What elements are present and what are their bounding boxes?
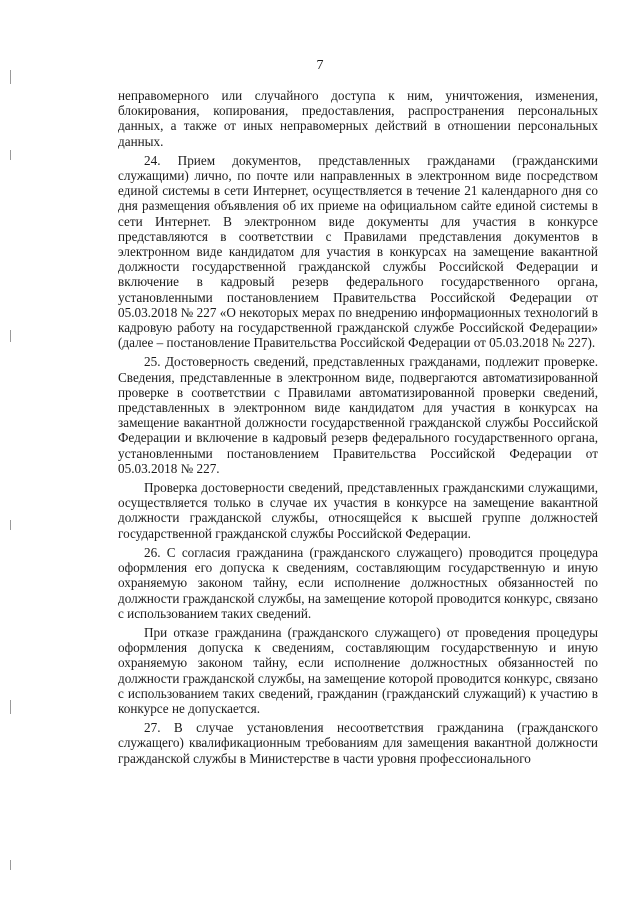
document-body	[118, 88, 598, 770]
page-number: 7	[316, 58, 324, 73]
paragraph-continuation: неправомерного или случайного доступа к ним, уничтожения, изменения, блокирования, копирования, предоставления, распространения персональных данных, а также от иных неправомерных действий в отношении персональных данных.	[118, 88, 598, 149]
paragraph-27: 27. В случае установления несоответствия гражданина (гражданского служащего) квалификационным требованиям для замещения вакантной должности гражданской службы в Министерстве в части уровня профессионального	[118, 720, 598, 766]
paragraph-25-verification: Проверка достоверности сведений, представленных гражданскими служащими, осуществляется только в случае их участия в конкурсе на замещение вакантной должности гражданской службы, относящейся к высшей группе должностей государственной гражданской службы Российской Федерации.	[118, 480, 598, 541]
paragraph-26-refusal: При отказе гражданина (гражданского служащего) от проведения процедуры оформления допуска к сведениям, составляющим государственную и иную охраняемую законом тайну, если исполнение должностных обязанностей по должности гражданской службы, на замещение которой проводится конкурс, связано с использованием таких сведений, гражданин (гражданский служащий) к участию в конкурсе не допускается.	[118, 624, 598, 716]
paragraph-25: 25. Достоверность сведений, представленных гражданами, подлежит проверке. Сведения, представленные в электронном виде, подвергаются автоматизированной проверке в соответствии с Правилами автоматизированной проверки сведений, представленных в электронном виде кандидатом для участия в конкурсах на замещение вакантной должности государственной гражданской службы Российской Федерации и включение в кадровый резерв федерального государственного органа, установленными постановлением Правительства Российской Федерации от 05.03.2018 № 227.	[118, 354, 598, 476]
paragraph-24: 24. Прием документов, представленных гражданами (гражданскими служащими) лично, по почте или направленных в электронном виде посредством единой системы в сети Интернет, осуществляется в течение 21 календарного дня со дня размещения объявления об их приеме на официальном сайте единой системы в сети Интернет. В электронном виде документы для участия в конкурсе представляются в соответствии с Правилами представления документов в электронном виде кандидатом для участия в конкурсах на замещение вакантной должности государственной гражданской службы Российской Федерации и включение в кадровый резерв федерального государственного органа, установленными постановлением Правительства Российской Федерации от 05.03.2018 № 227 «О некоторых мерах по внедрению информационных технологий в кадровую работу на государственной гражданской службе Российской Федерации» (далее – постановление Правительства Российской Федерации от 05.03.2018 № 227).	[118, 152, 598, 351]
scan-margin-marks	[8, 0, 14, 905]
paragraph-26: 26. С согласия гражданина (гражданского служащего) проводится процедура оформления его допуска к сведениям, составляющим государственную и иную охраняемую законом тайну, если исполнение должностных обязанностей по должности гражданской службы, на замещение которой проводится конкурс, связано с использованием таких сведений.	[118, 544, 598, 621]
